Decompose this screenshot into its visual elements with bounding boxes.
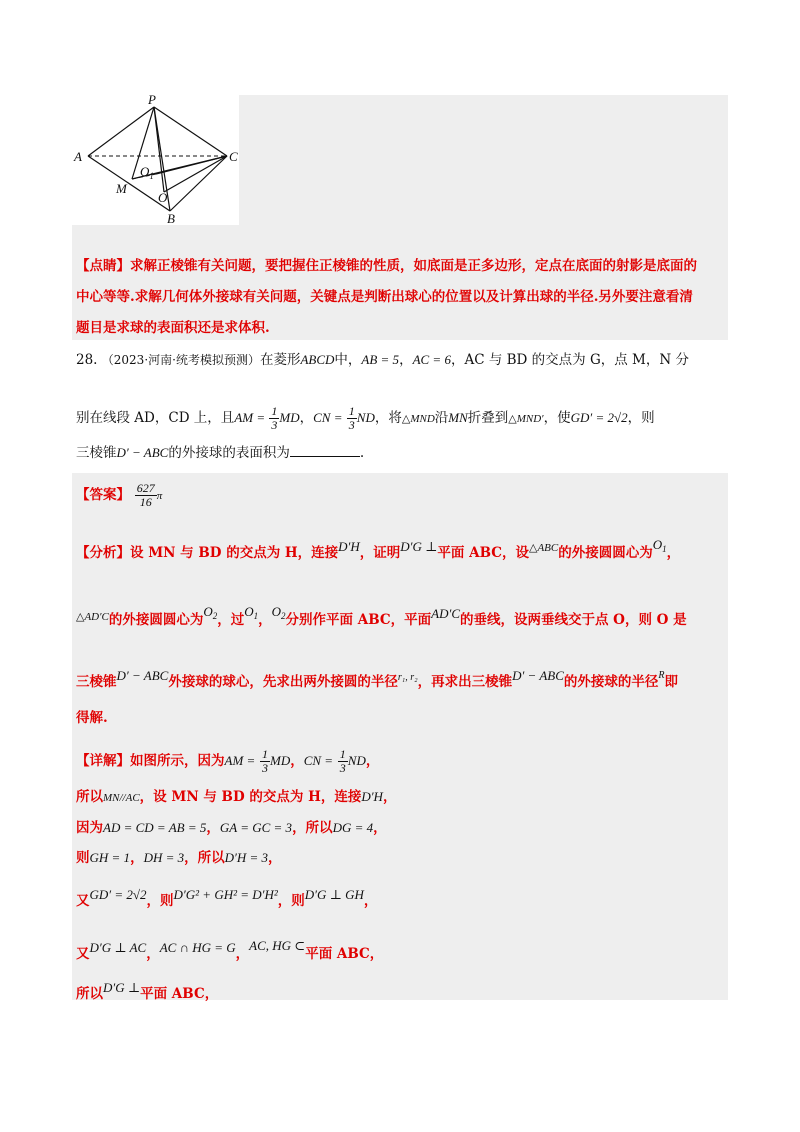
detail-line-3 [76,818,387,838]
math-o1: $O_1$ [244,604,259,621]
math-dg-perp-ac: D′G ⊥ AC [89,940,147,955]
pyramid-figure [72,92,240,226]
label-o1: $O_1$ [140,164,154,181]
detail-text: 所以 [76,986,103,1002]
detail-text: ， [235,946,250,962]
math-subset: AC, HG ⊂ [249,938,306,953]
label-b: B [167,211,175,226]
note-tag: 【点睛】 [76,258,130,274]
math-mn: MN [448,410,468,425]
problem-text: 沿 [434,410,449,426]
fraction-one-third [347,405,357,432]
math-md: MD [279,410,300,425]
math-gd-prime: GD′ = 2√2 [89,887,147,902]
analysis-text: 分别作平面 ABC，平面 [285,612,432,628]
math-dg-perp: D′G ⊥ [103,980,141,995]
math-abcd: ABCD [300,352,335,367]
problem-text: 折叠到 [467,410,509,426]
note-line-1 [76,256,697,276]
math-adc: AD′C [431,606,460,621]
analysis-text: 的垂线，设两垂线交于点 O，则 O 是 [459,612,687,628]
detail-text: 因为 [76,820,103,836]
answer-denominator: 16 [139,495,152,509]
analysis-text: 外接球的球心，先求出两外接圆的半径 [168,674,398,690]
fraction-numerator: 1 [262,747,268,761]
problem-line-3 [76,443,364,463]
detail-line-5 [76,885,377,911]
math-o2: $O_2$ [271,604,286,621]
detail-text: 所以 [76,789,103,805]
math-o2: $O_2$ [203,604,218,621]
analysis-text: 即 [664,674,679,690]
answer-fraction [135,482,157,509]
detail-text: ， [130,850,144,866]
math-r: R [658,670,665,681]
label-a: A [74,149,82,164]
problem-text: 三棱锥 [76,445,117,461]
math-radii: r₁, r₂ [397,672,418,683]
problem-text: ，将 [374,410,402,426]
math-nd: ND [347,753,366,768]
detail-line-6 [76,936,383,964]
fraction-denominator: 3 [339,761,346,775]
problem-text: ，AC 与 BD 的交点为 G，点 M，N 分 [450,352,689,368]
problem-line-1 [76,350,689,370]
analysis-text: ，过 [217,612,245,628]
analysis-text: 的外接球的半径 [563,674,659,690]
math-cn: CN = [303,753,334,768]
edge-pa [88,107,154,156]
problem-source: （2023·河南·统考模拟预测） [101,353,260,367]
math-dprime-h: D′H = 3 [224,850,269,865]
fraction-one-third [260,748,270,775]
math-cn: CN = [313,410,343,425]
math-pythagoras: D′G² + GH² = D′H² [173,887,278,902]
math-pyramid: D′ − ABC [116,445,169,460]
detail-text: ，所以 [292,820,333,836]
analysis-line-2 [76,602,687,630]
detail-text: ， [373,820,387,836]
detail-text: ， [290,753,304,769]
detail-text: 又 [76,893,90,909]
analysis-text: ，证明 [359,545,401,561]
math-o1: $O_1$ [652,537,667,554]
math-dh: D′H [361,789,383,804]
note-text-1: 求解正棱锥有关问题，要把握住正棱锥的性质，如底面是正多边形，定点在底面的射影是底面的 [130,258,697,274]
label-p: P [148,92,156,107]
math-am: AM = [234,410,266,425]
math-mn-parallel-ac: MN//AC [103,792,140,804]
problem-text: ， [299,410,314,426]
analysis-line-4: 得解. [76,710,108,726]
math-nd: ND [356,410,375,425]
detail-line-7 [76,978,218,1004]
detail-text: 如图所示，因为 [130,753,225,769]
detail-text: ， [363,893,378,909]
analysis-text: ， [666,545,681,561]
detail-text: ，设 MN 与 BD 的交点为 H，连接 [139,789,362,805]
math-gd-prime: GD′ = 2√2 [570,410,628,425]
math-pyramid: D′ − ABC [116,668,169,683]
math-ac-6: AC = 6 [412,352,451,367]
problem-line-2 [76,402,655,435]
problem-number: 28. [76,352,98,368]
answer-tag: 【答案】 [76,487,130,503]
problem-text: ，使 [543,410,571,426]
math-dg-perp: D′G ⊥ [400,539,438,554]
math-md: MD [270,753,291,768]
analysis-line-1 [76,535,680,563]
math-ad-cd-ab: AD = CD = AB = 5 [103,820,207,835]
analysis-text: ，再求出三棱锥 [417,674,513,690]
detail-text: 平面 ABC， [140,986,219,1002]
edge-po [154,107,164,192]
problem-text: ，则 [627,410,655,426]
math-ab-5: AB = 5 [361,352,400,367]
math-dg: DG = 4 [332,820,374,835]
label-o: O [158,190,168,205]
note-line-2: 中心等等.求解几何体外接球有关问题，关键点是判断出球心的位置以及计算出球的半径.另外要注意看清 [76,289,693,305]
note-line-3: 题目是求球的表面积还是求体积. [76,320,270,336]
fraction-denominator: 3 [262,761,268,775]
problem-text: 在菱形 [259,352,301,368]
answer-numerator: 627 [136,481,155,495]
detail-text: ，则 [146,893,174,909]
label-c: C [229,149,238,164]
math-pyramid: D′ − ABC [512,668,564,683]
fraction-denominator: 3 [271,418,278,432]
detail-text: ， [146,946,160,962]
problem-text: 中， [334,352,362,368]
fraction-denominator: 3 [348,418,355,432]
fraction-numerator: 1 [339,747,346,761]
math-dh-3: DH = 3 [143,850,185,865]
fraction-one-third [269,405,279,432]
math-triangle-adc: △AD′C [76,611,109,623]
detail-text: 又 [76,946,90,962]
detail-text: ， [365,753,380,769]
fraction-numerator: 1 [348,404,355,418]
math-ga-gc: GA = GC = 3 [219,820,293,835]
analysis-text: 三棱锥 [76,674,117,690]
analysis-line-3 [76,666,678,692]
detail-text: ，则 [277,893,305,909]
analysis-text: 的外接圆圆心为 [558,545,653,561]
problem-text: 的外接球的表面积为 [168,445,290,461]
analysis-text: 设 MN 与 BD 的交点为 H，连接 [130,545,339,561]
math-intersection: AC ∩ HG = G [159,940,236,955]
label-m: M [116,181,127,196]
math-dg-perp-gh: D′G ⊥ GH [304,887,364,902]
analysis-tag: 【分析】 [76,545,130,561]
math-triangle-abc: △ABC [528,542,559,554]
analysis-text: 的外接圆圆心为 [108,612,204,628]
detail-text: 则 [76,850,90,866]
fraction-numerator: 1 [271,404,278,418]
analysis-text: 平面 ABC，设 [437,545,529,561]
math-am: AM = [224,753,256,768]
problem-text: . [359,445,365,461]
edge-pc [154,107,227,156]
detail-text: ， [206,820,220,836]
detail-text: 平面 ABC， [305,946,384,962]
detail-text: ， [382,789,397,805]
math-triangle-mnd-prime: △MND′ [508,413,544,425]
detail-text: ， [268,850,282,866]
answer-pi: π [156,490,163,502]
detail-line-1 [76,744,379,778]
analysis-text: ， [258,612,272,628]
math-triangle-mnd: △MND [401,413,435,425]
answer-blank [290,444,360,457]
problem-text: ， [399,352,413,368]
fraction-one-third [338,748,348,775]
detail-line-2 [76,787,396,808]
math-gh: GH = 1 [89,850,131,865]
detail-line-4 [76,848,282,868]
detail-tag: 【详解】 [76,753,130,769]
problem-text: 别在线段 AD，CD 上，且 [76,410,235,426]
answer-line [76,478,162,513]
math-dh: D′H [338,539,360,554]
detail-text: ，所以 [184,850,225,866]
